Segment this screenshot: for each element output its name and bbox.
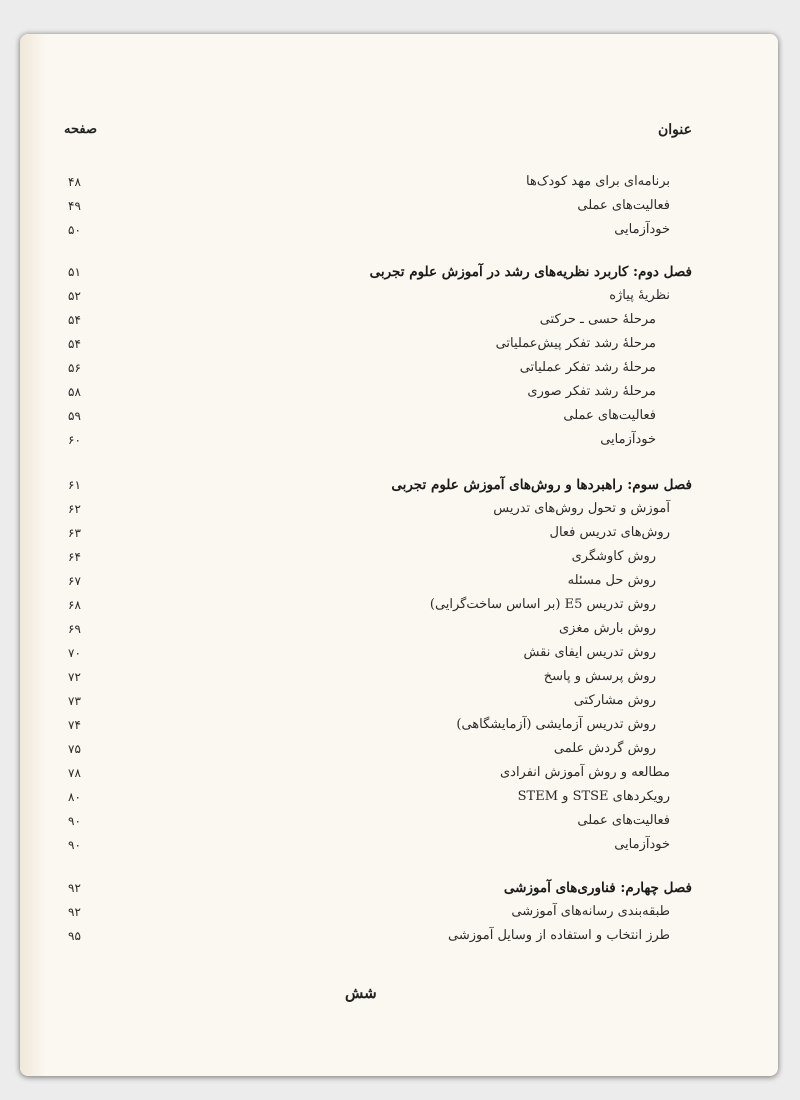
toc-entry — [20, 381, 778, 403]
entry-page-number: ۵۸ — [68, 385, 81, 399]
chapter-entry — [20, 261, 778, 283]
toc-entry — [20, 429, 778, 451]
entry-title: خودآزمایی — [600, 432, 656, 447]
toc-entry — [20, 642, 778, 664]
entry-title: مرحلهٔ رشد تفکر صوری — [527, 384, 656, 399]
chapter-entry — [20, 474, 778, 496]
page-number-footer: شش — [345, 984, 377, 1002]
entry-title: مطالعه و روش آموزش انفرادی — [499, 765, 670, 780]
entry-page-number: ۶۳ — [68, 526, 81, 540]
entry-page-number: ۵۴ — [68, 313, 81, 327]
entry-title: فعالیت‌های عملی — [577, 813, 670, 828]
toc-entry — [20, 195, 778, 217]
toc-entry — [20, 925, 778, 947]
entry-title: روش‌های تدریس فعال — [549, 525, 670, 540]
entry-page-number: ۶۸ — [68, 598, 81, 612]
entry-title: مرحلهٔ حسی ـ حرکتی — [539, 312, 656, 327]
toc-entry — [20, 405, 778, 427]
entry-title: روش پرسش و پاسخ — [543, 669, 656, 684]
entry-page-number: ۷۰ — [68, 646, 81, 660]
entry-page-number: ۵۲ — [68, 289, 81, 303]
entry-title: روش بارش مغزی — [559, 621, 656, 636]
entry-page-number: ۴۹ — [68, 199, 81, 213]
entry-page-number: ۹۲ — [68, 905, 81, 919]
entry-title: رویکردهای STSE و STEM — [517, 789, 670, 804]
toc-entry — [20, 666, 778, 688]
entry-title: روش تدریس E5 (بر اساس ساخت‌گرایی) — [429, 597, 656, 612]
toc-entry — [20, 219, 778, 241]
toc-entry — [20, 171, 778, 193]
entry-page-number: ۶۴ — [68, 550, 81, 564]
toc-entry — [20, 618, 778, 640]
column-header-page: صفحه — [64, 122, 97, 137]
entry-title: فصل سوم: راهبردها و روش‌های آموزش علوم تجربی — [391, 477, 692, 493]
entry-page-number: ۷۳ — [68, 694, 81, 708]
entry-title: روش گردش علمی — [553, 741, 656, 756]
toc-entry — [20, 546, 778, 568]
entry-page-number: ۴۸ — [68, 175, 81, 189]
entry-page-number: ۹۰ — [68, 838, 81, 852]
toc-entry — [20, 285, 778, 307]
entry-title: مرحلهٔ رشد تفکر پیش‌عملیاتی — [495, 336, 656, 351]
entry-title: روش کاوشگری — [571, 549, 656, 564]
chapter-entry — [20, 877, 778, 899]
toc-entry — [20, 594, 778, 616]
toc-entry — [20, 786, 778, 808]
entry-page-number: ۵۱ — [68, 265, 81, 279]
toc-entry — [20, 357, 778, 379]
entry-page-number: ۸۰ — [68, 790, 81, 804]
entry-page-number: ۶۰ — [68, 433, 81, 447]
entry-page-number: ۹۵ — [68, 929, 81, 943]
entry-page-number: ۶۱ — [68, 478, 81, 492]
entry-title: فصل دوم: کاربرد نظریه‌های رشد در آموزش علوم تجربی — [369, 264, 692, 280]
toc-entry — [20, 570, 778, 592]
entry-title: فصل چهارم: فناوری‌های آموزشی — [503, 880, 692, 896]
entry-title: روش تدریس آزمایشی (آزمایشگاهی) — [456, 717, 656, 732]
entry-page-number: ۵۴ — [68, 337, 81, 351]
entry-page-number: ۵۰ — [68, 223, 81, 237]
entry-page-number: ۷۵ — [68, 742, 81, 756]
entry-page-number: ۵۹ — [68, 409, 81, 423]
toc-entry — [20, 738, 778, 760]
entry-page-number: ۹۰ — [68, 814, 81, 828]
entry-title: برنامه‌ای برای مهد کودک‌ها — [526, 174, 670, 189]
toc-entry — [20, 714, 778, 736]
entry-title: روش حل مسئله — [567, 573, 656, 588]
entry-title: روش تدریس ایفای نقش — [523, 645, 656, 660]
entry-title: خودآزمایی — [614, 837, 670, 852]
entry-title: فعالیت‌های عملی — [577, 198, 670, 213]
entry-page-number: ۵۶ — [68, 361, 81, 375]
entry-page-number: ۷۲ — [68, 670, 81, 684]
toc-entry — [20, 522, 778, 544]
entry-page-number: ۶۹ — [68, 622, 81, 636]
entry-title: مرحلهٔ رشد تفکر عملیاتی — [519, 360, 656, 375]
entry-title: فعالیت‌های عملی — [563, 408, 656, 423]
entry-title: خودآزمایی — [614, 222, 670, 237]
toc-entry — [20, 690, 778, 712]
toc-entry — [20, 309, 778, 331]
entry-title: روش مشارکتی — [573, 693, 656, 708]
toc-entry — [20, 498, 778, 520]
entry-title: آموزش و تحول روش‌های تدریس — [493, 501, 670, 516]
entry-title: نظریهٔ پیاژه — [609, 288, 670, 303]
entry-page-number: ۶۲ — [68, 502, 81, 516]
toc-entry — [20, 762, 778, 784]
column-header-title: عنوان — [658, 122, 692, 138]
toc-entry — [20, 834, 778, 856]
entry-page-number: ۷۸ — [68, 766, 81, 780]
entry-page-number: ۶۷ — [68, 574, 81, 588]
entry-title: طبقه‌بندی رسانه‌های آموزشی — [511, 904, 670, 919]
entry-page-number: ۹۲ — [68, 881, 81, 895]
toc-entry — [20, 901, 778, 923]
toc-entry — [20, 333, 778, 355]
document-page — [20, 34, 778, 1076]
toc-entry — [20, 810, 778, 832]
entry-page-number: ۷۴ — [68, 718, 81, 732]
entry-title: طرز انتخاب و استفاده از وسایل آموزشی — [448, 928, 670, 943]
